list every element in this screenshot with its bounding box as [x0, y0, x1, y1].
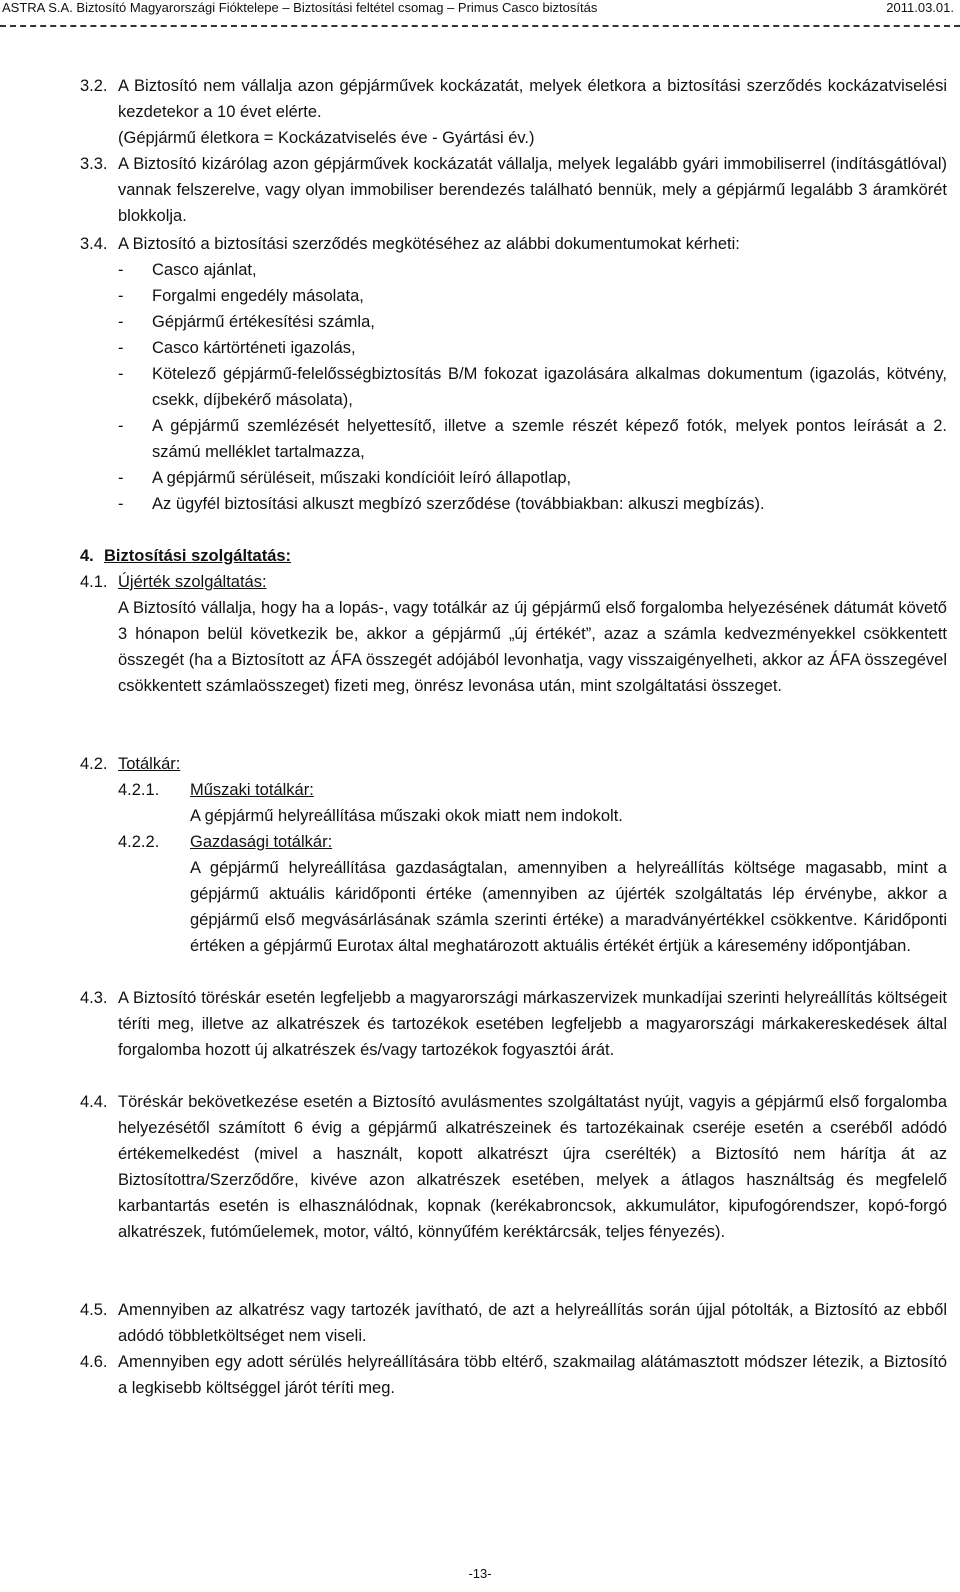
- list-item: Az ügyfél biztosítási alkuszt megbízó szerződése (továbbiakban: alkuszi megbízás).: [152, 495, 765, 513]
- list-item: Gépjármű értékesítési számla,: [152, 313, 375, 331]
- section-4-title: Biztosítási szolgáltatás:: [104, 547, 292, 565]
- section-3-2-number: 3.2.: [80, 77, 108, 95]
- list-bullet: -: [118, 313, 124, 331]
- header-title: ASTRA S.A. Biztosító Magyarországi Fióktelepe – Biztosítási feltétel csomag – Primus Casco biztosítás: [2, 0, 598, 15]
- section-4-3-text: A Biztosító töréskár esetén legfeljebb a magyarországi márkaszervizek munkadíjai szerinti helyreállítás költségeit téríti meg, illetve az alkatrészek és tartozékok esetében legfeljebb a magyarországi márkakereskedések által forgalomba hozott új alkatrészek és/vagy tartozékok fogyasztói árát.: [118, 989, 947, 1059]
- section-3-4-text: A Biztosító a biztosítási szerződés megkötéséhez az alábbi dokumentumokat kérheti:: [118, 235, 740, 253]
- list-bullet: -: [118, 365, 124, 383]
- list-item: Kötelező gépjármű-felelősségbiztosítás B/M fokozat igazolására alkalmas dokumentum (igazolás, kötvény, csekk, díjbekérő másolata),: [152, 365, 947, 409]
- list-bullet: -: [118, 287, 124, 305]
- list-item: Forgalmi engedély másolata,: [152, 287, 364, 305]
- page-header: [0, 0, 960, 16]
- section-4-2-1-title: Műszaki totálkár:: [190, 781, 314, 799]
- section-4-3-number: 4.3.: [80, 989, 108, 1007]
- list-bullet: -: [118, 495, 124, 513]
- section-3-3-number: 3.3.: [80, 155, 108, 173]
- section-4-5-text: Amennyiben az alkatrész vagy tartozék javítható, de azt a helyreállítás során újjal pótolták, a Biztosító az ebből adódó többletköltséget nem viseli.: [118, 1301, 947, 1345]
- section-4-1-number: 4.1.: [80, 573, 108, 591]
- list-bullet: -: [118, 339, 124, 357]
- section-3-4-number: 3.4.: [80, 235, 108, 253]
- list-bullet: -: [118, 417, 124, 435]
- list-item: Casco kártörténeti igazolás,: [152, 339, 356, 357]
- section-4-2-1-text: A gépjármű helyreállítása műszaki okok miatt nem indokolt.: [190, 807, 623, 825]
- section-4-2-title: Totálkár:: [118, 755, 181, 773]
- list-bullet: -: [118, 261, 124, 279]
- section-4-4-text: Töréskár bekövetkezése esetén a Biztosító avulásmentes szolgáltatást nyújt, vagyis a gépjármű első forgalomba helyezésétől számított 6 évig a gépjármű alkatrészeinek és tartozékainak cseréje esetén a cseréből adódó értékemelkedést (mivel a használt, kopott alkatrészt újra cserélték) a Biztosító nem hárítja át az Biztosítottra/Szerződőre, kivéve azon alkatrészek esetében, melyek a átlagos használtság és megfelelő karbantartás esetén is elhasználódnak, kopnak (kerékabroncsok, akkumulátor, kipufogórendszer, kopó-forgó alkatrészek, futóműelemek, motor, váltó, könnyűfém keréktárcsák, teljes fényezés).: [118, 1093, 947, 1241]
- section-4-5-number: 4.5.: [80, 1301, 108, 1319]
- section-3-3-text: A Biztosító kizárólag azon gépjárművek kockázatát vállalja, melyek legalább gyári immobiliserrel (indításgátlóval) vannak felszerelve, vagy olyan immobiliser berendezés található bennük, mely a gépjármű legalább 3 áramkörét blokkolja.: [118, 155, 947, 225]
- list-item: Casco ajánlat,: [152, 261, 257, 279]
- section-3-2-text: A Biztosító nem vállalja azon gépjárművek kockázatát, melyek életkora a biztosítási szerződés kockázatviselési kezdetekor a 10 évet elérte.: [118, 77, 947, 121]
- section-4-2-2-title: Gazdasági totálkár:: [190, 833, 333, 851]
- header-date: 2011.03.01.: [886, 0, 954, 15]
- header-divider: [0, 25, 960, 27]
- list-bullet: -: [118, 469, 124, 487]
- list-item: A gépjármű szemlézését helyettesítő, illetve a szemle részét képező fotók, melyek pontos leírását a 2. számú melléklet tartalmazza,: [152, 417, 947, 461]
- section-4-2-2-number: 4.2.2.: [118, 833, 160, 851]
- section-4-2-number: 4.2.: [80, 755, 108, 773]
- section-4-2-2-text: A gépjármű helyreállítása gazdaságtalan, amennyiben a helyreállítás költsége magasabb, mint a gépjármű aktuális káridőponti értéke (amennyiben az újérték szolgáltatás lép érvénybe, akkor a gépjármű első megvásárlásának számla szerinti értéke) a maradványértékkel csökkentve. Káridőponti értéken a gépjármű Eurotax által meghatározott aktuális értékét értjük a káresemény időpontjában.: [190, 859, 947, 955]
- section-4-number: 4.: [80, 547, 94, 565]
- section-4-1-text: A Biztosító vállalja, hogy ha a lopás-, vagy totálkár az új gépjármű első forgalomba helyezésének dátumát követő 3 hónapon belül következik be, akkor a gépjármű „új értékét”, azaz a számla kedvezményekkel csökkentett összegét (ha a Biztosított az ÁFA összegét adójából levonhatja, vagy visszaigényelheti, akkor az ÁFA összegével csökkentett számlaösszeget) fizeti meg, önrész levonása után, mint szolgáltatási összeget.: [118, 599, 947, 695]
- section-4-6-text: Amennyiben egy adott sérülés helyreállítására több eltérő, szakmailag alátámasztott módszer létezik, a Biztosító a legkisebb költséggel járót téríti meg.: [118, 1353, 947, 1397]
- section-3-2-note: (Gépjármű életkora = Kockázatviselés éve - Gyártási év.): [118, 129, 535, 147]
- section-4-1-title: Újérték szolgáltatás:: [118, 573, 267, 591]
- section-4-2-1-number: 4.2.1.: [118, 781, 160, 799]
- page-number: -13-: [468, 1566, 492, 1581]
- section-4-4-number: 4.4.: [80, 1093, 108, 1111]
- list-item: A gépjármű sérüléseit, műszaki kondícióit leíró állapotlap,: [152, 469, 572, 487]
- section-4-6-number: 4.6.: [80, 1353, 108, 1371]
